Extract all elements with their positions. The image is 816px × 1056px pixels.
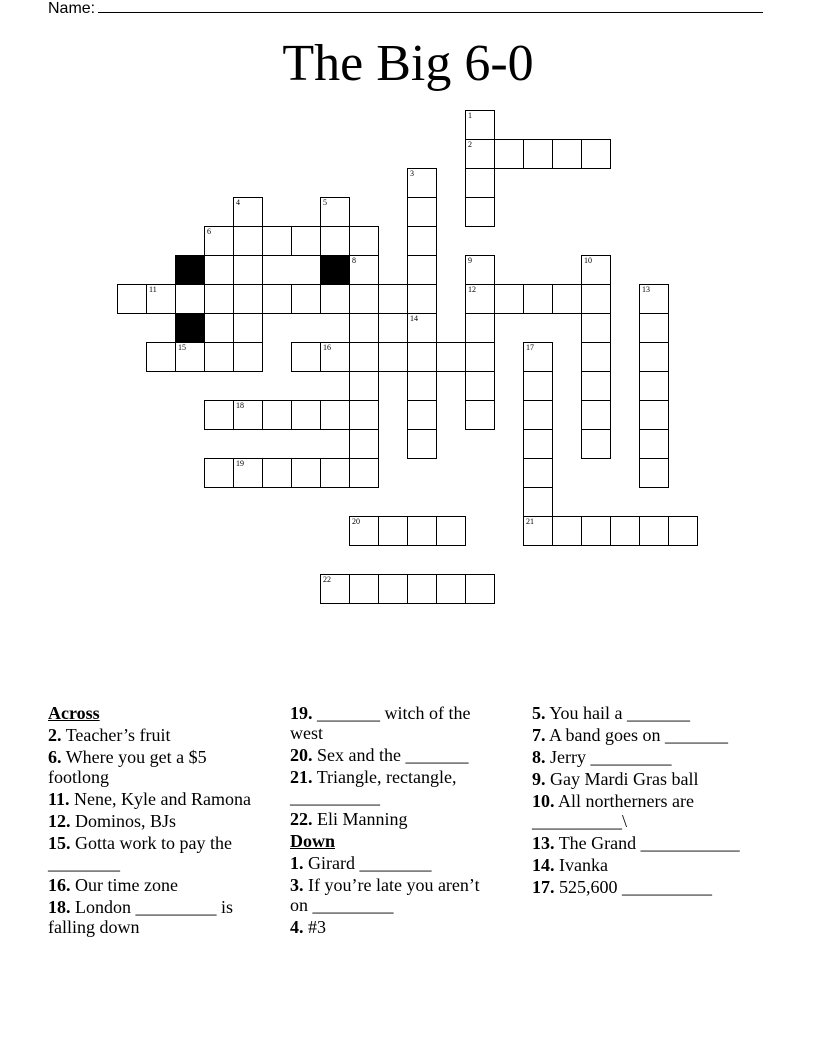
grid-cell[interactable] xyxy=(233,284,263,314)
grid-cell[interactable] xyxy=(639,400,669,430)
grid-cell[interactable] xyxy=(407,516,437,546)
grid-cell[interactable] xyxy=(320,197,350,227)
grid-cell[interactable] xyxy=(320,574,350,604)
clue-number: 11 xyxy=(149,285,157,294)
grid-cell[interactable] xyxy=(465,400,495,430)
clue-number: 14 xyxy=(410,314,418,323)
clue-down-4: 4. #3 xyxy=(290,917,326,937)
grid-cell[interactable] xyxy=(349,458,379,488)
clue-across-11: 11. Nene, Kyle and Ramona xyxy=(48,789,251,809)
grid-cell[interactable] xyxy=(407,342,437,372)
clue-down-10: 10. All northerners are __________\ xyxy=(532,791,694,831)
grid-cell[interactable] xyxy=(465,168,495,198)
grid-cell[interactable] xyxy=(581,139,611,169)
grid-cell[interactable] xyxy=(291,226,321,256)
grid-cell[interactable] xyxy=(320,458,350,488)
grid-cell[interactable] xyxy=(291,342,321,372)
grid-cell[interactable] xyxy=(349,429,379,459)
grid-cell[interactable] xyxy=(523,400,553,430)
grid-cell[interactable] xyxy=(262,284,292,314)
clue-down-8: 8. Jerry _________ xyxy=(532,747,672,767)
grid-cell[interactable] xyxy=(465,574,495,604)
clue-number: 12 xyxy=(468,285,476,294)
grid-cell[interactable] xyxy=(320,226,350,256)
grid-cell[interactable] xyxy=(494,284,524,314)
grid-cell[interactable] xyxy=(233,400,263,430)
grid-cell[interactable] xyxy=(146,342,176,372)
grid-cell[interactable] xyxy=(204,458,234,488)
grid-cell[interactable] xyxy=(349,574,379,604)
grid-cell[interactable] xyxy=(581,342,611,372)
grid-cell[interactable] xyxy=(610,516,640,546)
grid-cell[interactable] xyxy=(204,226,234,256)
grid-cell[interactable] xyxy=(407,313,437,343)
grid-cell[interactable] xyxy=(465,371,495,401)
grid-cell[interactable] xyxy=(436,342,466,372)
grid-cell[interactable] xyxy=(233,342,263,372)
grid-cell[interactable] xyxy=(233,226,263,256)
grid-cell[interactable] xyxy=(465,284,495,314)
clue-number: 7 xyxy=(178,256,182,265)
grid-cell[interactable] xyxy=(291,400,321,430)
grid-cell[interactable] xyxy=(523,516,553,546)
grid-cell[interactable] xyxy=(291,284,321,314)
grid-cell[interactable] xyxy=(581,284,611,314)
grid-cell[interactable] xyxy=(552,139,582,169)
clue-number: 10 xyxy=(584,256,592,265)
clue-number: 2 xyxy=(468,140,472,149)
grid-cell[interactable] xyxy=(320,342,350,372)
grid-cell[interactable] xyxy=(581,516,611,546)
grid-cell[interactable] xyxy=(465,110,495,140)
grid-cell[interactable] xyxy=(204,342,234,372)
clue-down-1: 1. Girard ________ xyxy=(290,853,432,873)
clue-down-3: 3. If you’re late you aren’t on _________ xyxy=(290,875,480,915)
grid-cell[interactable] xyxy=(581,371,611,401)
clue-across-18: 18. London _________ is falling down xyxy=(48,897,234,937)
grid-cell[interactable] xyxy=(204,284,234,314)
grid-cell-black xyxy=(175,255,205,285)
grid-cell[interactable] xyxy=(581,313,611,343)
clue-number: 6 xyxy=(207,227,211,236)
clue-across-15: 15. Gotta work to pay the ________ xyxy=(48,833,232,873)
page-title: The Big 6-0 xyxy=(282,35,534,92)
clue-number: 18 xyxy=(236,401,244,410)
grid-cell[interactable] xyxy=(349,284,379,314)
grid-cell[interactable] xyxy=(378,574,408,604)
grid-cell[interactable] xyxy=(581,255,611,285)
grid-cell[interactable] xyxy=(465,342,495,372)
clue-across-16: 16. Our time zone xyxy=(48,875,178,895)
clue-number: 5 xyxy=(323,198,327,207)
clue-number: 16 xyxy=(323,343,331,352)
grid-cell[interactable] xyxy=(349,313,379,343)
grid-cell[interactable] xyxy=(523,342,553,372)
clues-column-3 xyxy=(532,703,762,899)
clue-across-22: 22. Eli Manning xyxy=(290,809,408,829)
grid-cell[interactable] xyxy=(407,197,437,227)
grid-cell[interactable] xyxy=(523,371,553,401)
grid-cell[interactable] xyxy=(407,168,437,198)
grid-cell[interactable] xyxy=(639,458,669,488)
grid-cell[interactable] xyxy=(407,400,437,430)
grid-cell[interactable] xyxy=(494,139,524,169)
grid-cell[interactable] xyxy=(407,226,437,256)
clue-across-19: 19. _______ witch of the west xyxy=(290,703,471,743)
grid-cell[interactable] xyxy=(349,371,379,401)
clue-down-9: 9. Gay Mardi Gras ball xyxy=(532,769,699,789)
clue-down-17: 17. 525,600 __________ xyxy=(532,877,712,897)
grid-cell[interactable] xyxy=(262,400,292,430)
grid-cell[interactable] xyxy=(407,371,437,401)
grid-cell[interactable] xyxy=(436,516,466,546)
clue-number: 22 xyxy=(323,575,331,584)
clue-down-7: 7. A band goes on _______ xyxy=(532,725,729,745)
down-heading: Down xyxy=(290,831,336,851)
grid-cell[interactable] xyxy=(436,574,466,604)
clues-column-2 xyxy=(290,703,502,939)
grid-cell[interactable] xyxy=(175,342,205,372)
clue-number: 15 xyxy=(178,343,186,352)
grid-cell[interactable] xyxy=(349,226,379,256)
grid-cell[interactable] xyxy=(668,516,698,546)
clue-across-6: 6. Where you get a $5 footlong xyxy=(48,747,207,787)
clue-across-2: 2. Teacher’s fruit xyxy=(48,725,171,745)
clue-down-5: 5. You hail a _______ xyxy=(532,703,691,723)
grid-cell[interactable] xyxy=(349,400,379,430)
grid-cell[interactable] xyxy=(349,255,379,285)
grid-cell[interactable] xyxy=(378,516,408,546)
grid-cell[interactable] xyxy=(233,458,263,488)
clue-number: 9 xyxy=(468,256,472,265)
clue-number: 21 xyxy=(526,517,534,526)
clue-across-12: 12. Dominos, BJs xyxy=(48,811,177,831)
grid-cell[interactable] xyxy=(639,342,669,372)
grid-cell[interactable] xyxy=(349,342,379,372)
grid-cell[interactable] xyxy=(639,516,669,546)
grid-cell[interactable] xyxy=(175,284,205,314)
clue-number: 1 xyxy=(468,111,472,120)
grid-cell[interactable] xyxy=(639,429,669,459)
clue-number: 13 xyxy=(642,285,650,294)
grid-cell-black xyxy=(175,313,205,343)
grid-cell[interactable] xyxy=(581,400,611,430)
grid-cell[interactable] xyxy=(262,458,292,488)
grid-cell[interactable] xyxy=(349,516,379,546)
grid-cell[interactable] xyxy=(552,284,582,314)
clue-down-13: 13. The Grand ___________ xyxy=(532,833,740,853)
name-label: Name: xyxy=(48,0,96,17)
grid-cell[interactable] xyxy=(523,139,553,169)
grid-cell[interactable] xyxy=(233,197,263,227)
grid-cell[interactable] xyxy=(117,284,147,314)
grid-cell[interactable] xyxy=(320,284,350,314)
grid-cell[interactable] xyxy=(291,458,321,488)
clue-number: 19 xyxy=(236,459,244,468)
clue-down-14: 14. Ivanka xyxy=(532,855,608,875)
grid-cell[interactable] xyxy=(639,313,669,343)
grid-cell[interactable] xyxy=(407,429,437,459)
grid-cell[interactable] xyxy=(407,255,437,285)
grid-cell[interactable] xyxy=(552,516,582,546)
grid-cell[interactable] xyxy=(465,197,495,227)
grid-cell[interactable] xyxy=(523,458,553,488)
clue-number: 8 xyxy=(352,256,356,265)
clues-column-1 xyxy=(48,703,268,939)
grid-cell[interactable] xyxy=(639,284,669,314)
grid-cell[interactable] xyxy=(523,487,553,517)
clue-number: 3 xyxy=(410,169,414,178)
clue-number: 17 xyxy=(526,343,534,352)
grid-cell[interactable] xyxy=(465,139,495,169)
clue-number: 20 xyxy=(352,517,360,526)
grid-cell[interactable] xyxy=(233,255,263,285)
grid-cell[interactable] xyxy=(639,371,669,401)
grid-cell[interactable] xyxy=(233,313,263,343)
grid-cell[interactable] xyxy=(378,342,408,372)
grid-cell-black xyxy=(320,255,350,285)
grid-cell[interactable] xyxy=(407,574,437,604)
grid-cell[interactable] xyxy=(465,255,495,285)
grid-cell[interactable] xyxy=(407,284,437,314)
grid-cell[interactable] xyxy=(465,313,495,343)
grid-cell[interactable] xyxy=(523,284,553,314)
grid-cell[interactable] xyxy=(581,429,611,459)
grid-cell[interactable] xyxy=(320,400,350,430)
grid-cell[interactable] xyxy=(204,400,234,430)
clue-across-20: 20. Sex and the _______ xyxy=(290,745,469,765)
grid-cell[interactable] xyxy=(146,284,176,314)
grid-cell[interactable] xyxy=(262,226,292,256)
grid-cell[interactable] xyxy=(378,284,408,314)
clue-across-21: 21. Triangle, rectangle, __________ xyxy=(290,767,457,807)
grid-cell[interactable] xyxy=(523,429,553,459)
across-heading: Across xyxy=(48,703,100,723)
clue-number: 4 xyxy=(236,198,240,207)
